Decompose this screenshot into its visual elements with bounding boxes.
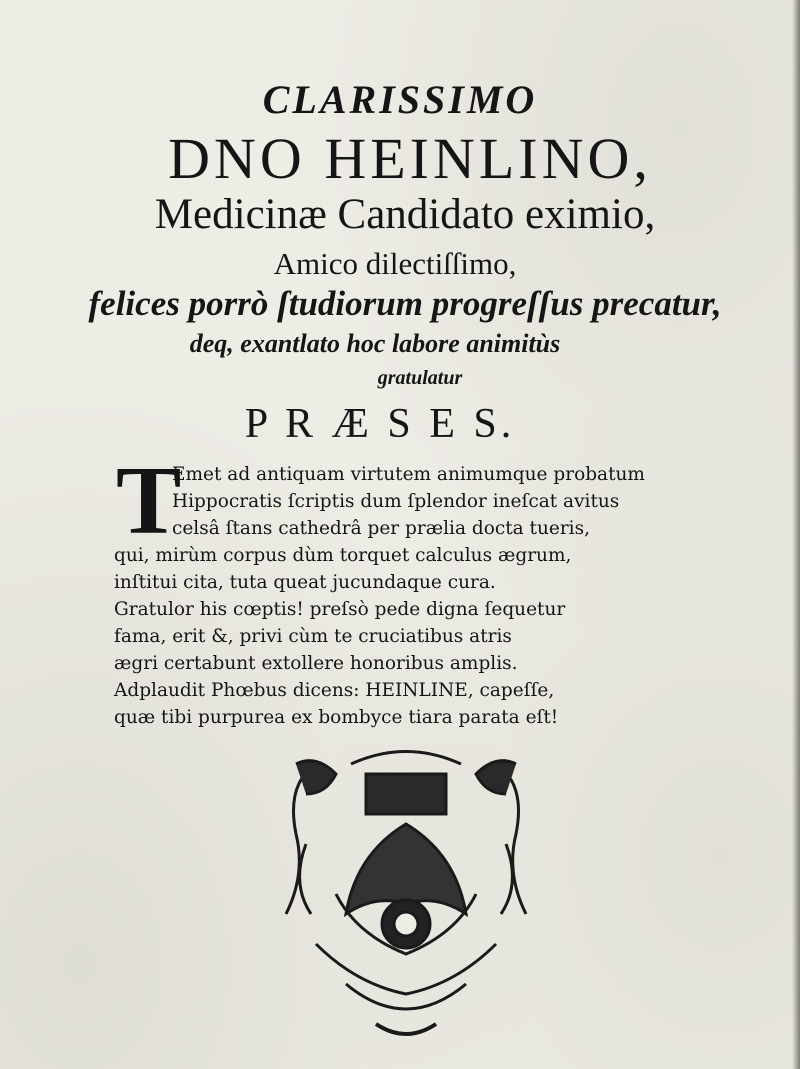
poem-line: celsâ ſtans cathedrâ per prælia docta tueris, [172, 518, 590, 539]
dedicatee-name: DNO HEINLINO, [168, 126, 652, 191]
poem-line: fama, erit &, privi cùm te cruciatibus atris [114, 626, 512, 647]
wish-line-1: felices porrò ſtudiorum progreſſus precatur, [88, 284, 722, 323]
wish-line-2: deq, exantlato hoc labore animitùs [189, 329, 561, 358]
wish-line-3: gratulatur [377, 367, 463, 389]
author-praeses: P R Æ S E S. [244, 401, 516, 447]
poem-line: quæ tibi purpurea ex bombyce tiara parata eſt! [114, 707, 559, 728]
drop-cap: T [116, 447, 182, 555]
floral-tailpiece-ornament-icon [256, 744, 556, 1049]
dedicatee-epithet: Amico dilectiſſimo, [273, 246, 517, 281]
poem-line: Emet ad antiquam virtutem animumque probatum [172, 464, 645, 485]
dedicatee-title: Medicinæ Candidato eximio, [154, 191, 656, 238]
poem-line: ægri certabunt extollere honoribus amplis. [114, 653, 518, 674]
poem-line: Adplaudit Phœbus dicens: HEINLINE, capeſſe, [114, 680, 555, 701]
poem-line: Hippocratis ſcriptis dum ſplendor ineſcat avitus [172, 491, 620, 512]
poem-line: inſtitui cita, tuta queat jucundaque cura. [114, 572, 496, 593]
poem-body [114, 447, 714, 731]
poem-line: Gratulor his cœptis! preſsò pede digna ſequetur [114, 599, 566, 620]
dedication-title: CLARISSIMO [262, 77, 538, 122]
poem-line: qui, mirùm corpus dùm torquet calculus ægrum, [114, 545, 572, 566]
